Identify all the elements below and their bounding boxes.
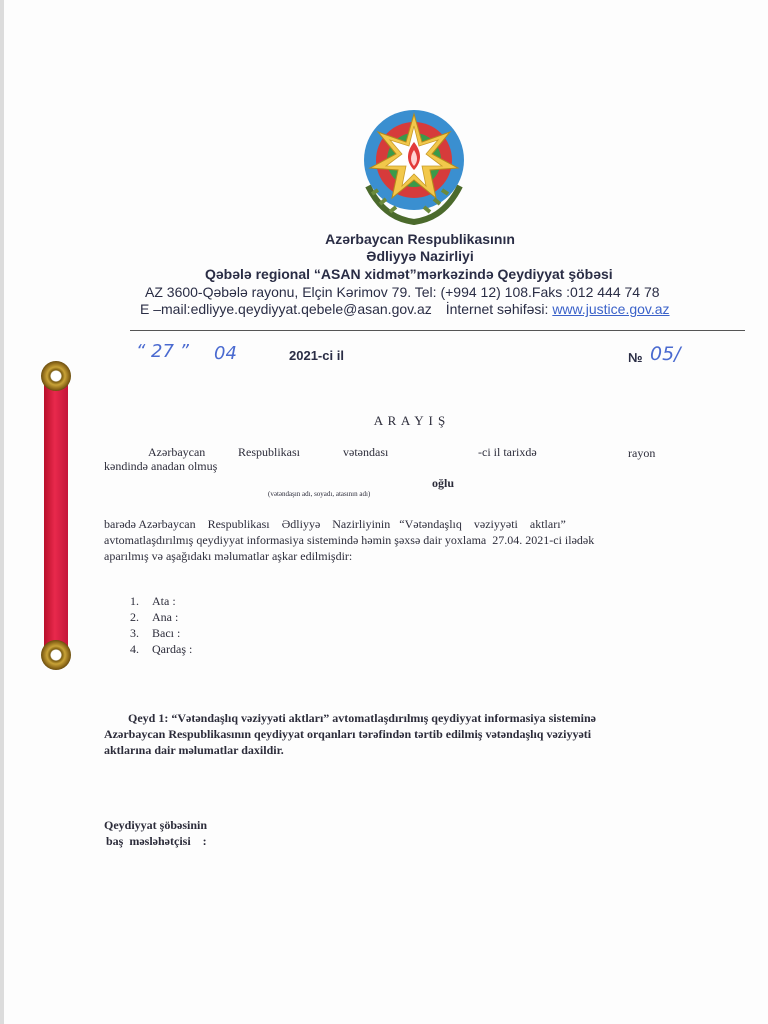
list-item <box>130 609 192 625</box>
line1-date: -ci il tarixdə <box>478 445 537 459</box>
header-internet-label: İnternet səhifəsi: <box>445 301 549 317</box>
list-item <box>130 625 192 641</box>
top-grommet <box>41 361 71 391</box>
bottom-grommet <box>41 640 71 670</box>
website-link[interactable]: www.justice.gov.az <box>552 301 670 317</box>
list-item <box>130 593 192 609</box>
document-title: A R A Y I Ş <box>373 413 447 428</box>
list-number: 3. <box>130 626 139 640</box>
list-item <box>130 641 192 657</box>
relatives-list <box>130 593 192 657</box>
date-month: 04 <box>214 343 237 364</box>
name-caption: (vətəndaşın adı, soyadı, atasının adı) <box>268 490 371 498</box>
son-of-label: oğlu <box>432 476 455 490</box>
header-contacts <box>140 301 670 317</box>
note-line-1: Qeyd 1: “Vətəndaşlıq vəziyyəti aktları” avtomatlaşdırılmış qeydiyyat informasiya sisteminə <box>128 711 596 725</box>
para-line-1: barədə Azərbaycan Respublikası Ədliyyə Nazirliyinin “Vətəndaşlıq vəziyyəti aktları” <box>104 517 566 531</box>
para-line-2: avtomatlaşdırılmış qeydiyyat informasiya sistemində həmin şəxsə dair yoxlama 27.04. 2021-ci ilədək <box>104 533 595 547</box>
signature-title-2: baş məsləhətçisi : <box>106 834 207 848</box>
header-ministry: Ədliyyə Nazirliyi <box>366 248 474 264</box>
list-number: 1. <box>130 594 139 608</box>
line1-country: Azərbaycan <box>148 445 206 459</box>
relative-father: Ata : <box>152 594 176 608</box>
state-emblem-icon <box>356 108 472 228</box>
signature-title-1: Qeydiyyat şöbəsinin <box>104 818 208 832</box>
date-day: “ 27 ” <box>136 341 189 362</box>
header-divider <box>130 330 745 331</box>
relative-brother: Qardaş : <box>152 642 193 656</box>
header-republic: Azərbaycan Respublikasının <box>325 231 515 247</box>
relative-sister: Bacı : <box>152 626 181 640</box>
scan-edge <box>0 0 4 1024</box>
list-number: 4. <box>130 642 139 656</box>
list-number: 2. <box>130 610 139 624</box>
para-line-3: aparılmış və aşağıdakı məlumatlar aşkar edilmişdir: <box>104 549 353 563</box>
header-email: E –mail:edliyye.qeydiyyat.qebele@asan.gov.az <box>140 301 432 317</box>
line1-citizen: vətəndası <box>343 445 389 459</box>
header-department: Qəbələ regional “ASAN xidmət”mərkəzində Qeydiyyat şöbəsi <box>205 266 613 282</box>
line1-republic: Respublikası <box>238 445 300 459</box>
header-address: AZ 3600-Qəbələ rayonu, Elçin Kərimov 79. Tel: (+994 12) 108.Faks :012 444 74 78 <box>145 284 660 300</box>
relative-mother: Ana : <box>152 610 179 624</box>
note-line-3: aktlarına dair məlumatlar daxildir. <box>104 743 284 757</box>
number-label: № <box>628 350 643 365</box>
binding-ribbon <box>44 375 68 657</box>
document-number: 05/ <box>650 343 681 365</box>
date-year: 2021-ci il <box>289 348 344 363</box>
line1-district: rayon <box>628 446 656 460</box>
line2-born: kəndində anadan olmuş <box>104 459 218 473</box>
note-line-2: Azərbaycan Respublikasının qeydiyyat orqanları tərəfindən tərtib edilmiş vətəndaşlıq vəziyyəti <box>104 727 592 741</box>
